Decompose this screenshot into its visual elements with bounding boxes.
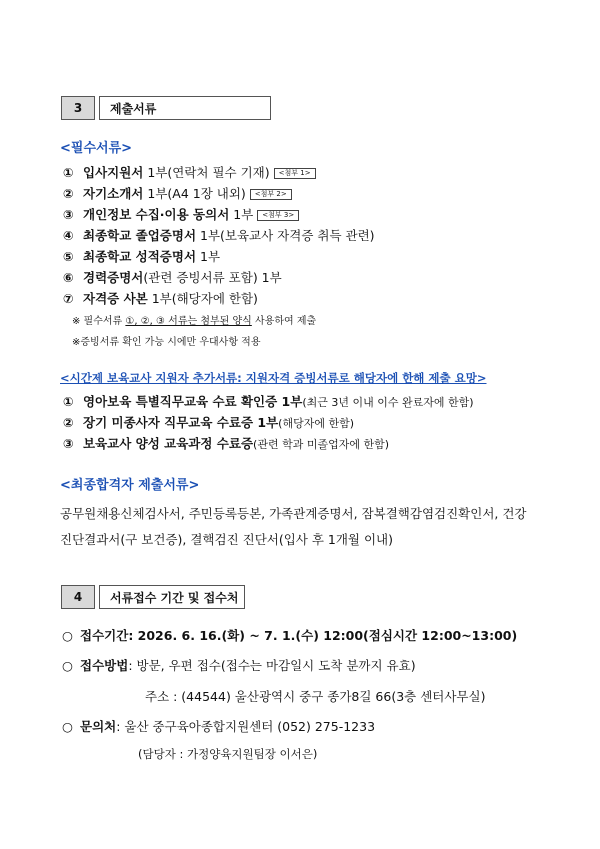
item-detail: (최근 3년 이내 이수 완료자에 한함) [302,396,474,409]
item-number: ③ [63,436,74,451]
item-detail: 1부(연락처 필수 기재) [143,165,270,180]
reception-contact: ○ 문의처: 울산 중구육아종합지원센터 (052) 275-1233 [62,719,376,734]
item-detail: 1부 [229,207,254,222]
final-docs-heading: <최종합격자 제출서류> [60,478,200,493]
item-number: ⑥ [63,270,74,285]
section-title: 서류접수 기간 및 접수처 [99,585,245,609]
required-doc-item [63,184,292,202]
item-title: 영아보육 특별직무교육 수료 확인증 1부 [83,394,303,409]
item-title: 개인정보 수집·이용 동의서 [83,207,230,222]
item-number: ④ [63,228,74,243]
attachment-tag: <첨부 3> [257,210,299,221]
final-docs-line-2: 진단결과서(구 보건증), 결핵검진 진단서(입사 후 1개월 이내) [60,532,393,547]
additional-docs-heading: <시간제 보육교사 지원자 추가서류: 지원자격 증빙서류로 해당자에 한해 제출 요망> [60,371,487,385]
item-detail: 1부(A4 1장 내외) [143,186,246,201]
required-doc-item [63,226,375,244]
item-title: 최종학교 졸업증명서 [83,228,197,243]
item-number: ① [63,394,74,409]
item-title: 보육교사 양성 교육과정 수료증 [83,436,254,451]
section-3-header [61,96,271,120]
section-4-header [61,585,245,609]
additional-doc-item [63,434,389,452]
required-doc-item [63,163,316,181]
reception-address: 주소 : (44544) 울산광역시 중구 종가8길 66(3층 센터사무실) [145,689,486,704]
item-title: 경력증명서 [83,270,144,285]
item-number: ② [63,186,74,201]
required-docs-heading: <필수서류> [60,141,133,156]
required-doc-item [63,289,258,307]
required-doc-item [63,247,220,265]
reception-period: ○ 접수기간: 2026. 6. 16.(화) ~ 7. 1.(수) 12:00(점심시간 12:00~13:00) [62,628,518,643]
reception-method: ○ 접수방법: 방문, 우편 접수(접수는 마감일시 도착 분까지 유효) [62,658,416,673]
required-doc-item [63,205,299,223]
reception-manager: (담당자 : 가정양육지원팀장 이서은) [138,747,318,761]
attachment-tag: <첨부 1> [274,168,316,179]
item-title: 최종학교 성적증명서 [83,249,197,264]
item-detail: (해당자에 한함) [278,417,354,430]
required-note-1: ※ 필수서류 ①, ②, ③ 서류는 첨부된 양식 사용하여 제출 [72,316,317,327]
additional-doc-item [63,413,354,431]
section-title: 제출서류 [99,96,271,120]
item-number: ① [63,165,74,180]
item-detail: (관련 증빙서류 포함) 1부 [143,270,282,285]
item-title: 자격증 사본 [83,291,148,306]
item-title: 자기소개서 [83,186,144,201]
item-detail: 1부(해당자에 한함) [147,291,258,306]
item-title: 장기 미종사자 직무교육 수료증 1부 [83,415,279,430]
required-note-2: ※증빙서류 확인 가능 시에만 우대사항 적용 [72,337,261,348]
attachment-tag: <첨부 2> [250,189,292,200]
required-doc-item [63,268,282,286]
final-docs-line-1: 공무원채용신체검사서, 주민등록등본, 가족관계증명서, 잠복결핵감염검진확인서, 건강 [60,506,527,521]
item-number: ⑤ [63,249,74,264]
item-detail: 1부(보육교사 자격증 취득 관련) [196,228,375,243]
item-number: ③ [63,207,74,222]
item-title: 입사지원서 [83,165,144,180]
additional-doc-item [63,392,474,410]
item-number: ② [63,415,74,430]
item-detail: (관련 학과 미졸업자에 한함) [253,438,389,451]
section-number: 3 [61,96,95,120]
item-detail: 1부 [196,249,221,264]
item-number: ⑦ [63,291,74,306]
section-number: 4 [61,585,95,609]
